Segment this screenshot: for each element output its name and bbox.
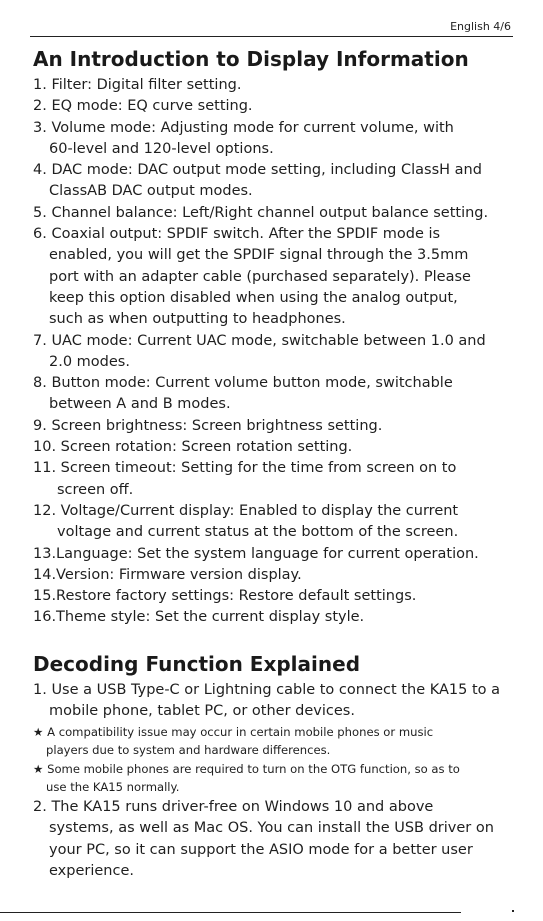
list-item-eq-mode: 2. EQ mode: EQ curve setting. <box>33 98 253 115</box>
display-info-heading: An Introduction to Display Information <box>33 47 469 71</box>
list-item-theme-style: 16.Theme style: Set the current display style. <box>33 609 365 626</box>
decoding-item-usb-connection: 1. Use a USB Type-C or Lightning cable to connect the KA15 to a mobile phone, tablet PC, or other devices. <box>33 682 501 720</box>
list-item-volume-mode: 3. Volume mode: Adjusting mode for current volume, with 60-level and 120-level options. <box>33 119 454 157</box>
compatibility-note: ★ A compatibility issue may occur in certain mobile phones or music players due to system and hardware differences. <box>33 724 434 758</box>
list-item-uac-mode: 7. UAC mode: Current UAC mode, switchable between 1.0 and 2.0 modes. <box>33 332 486 370</box>
list-item-language: 13.Language: Set the system language for current operation. <box>33 545 479 562</box>
list-item-screen-brightness: 9. Screen brightness: Screen brightness setting. <box>33 417 383 434</box>
list-item-dac-mode: 4. DAC mode: DAC output mode setting, including ClassH and ClassAB DAC output modes. <box>33 162 482 200</box>
bottom-divider <box>0 912 461 913</box>
page-header-label: English 4/6 <box>450 20 511 33</box>
list-item-restore-factory: 15.Restore factory settings: Restore default settings. <box>33 588 417 605</box>
decoding-section <box>33 651 529 882</box>
list-item-coaxial-output: 6. Coaxial output: SPDIF switch. After the SPDIF mode is enabled, you will get the SPDIF signal through the 3.5mm port with an adapter cable (purchased separately). Please keep this option disabled when using the analog output, such as when outputting to headphones. <box>33 226 471 328</box>
list-item-version: 14.Version: Firmware version display. <box>33 566 302 583</box>
list-item-filter: 1. Filter: Digital filter setting. <box>33 77 242 93</box>
list-item-screen-rotation: 10. Screen rotation: Screen rotation setting. <box>33 439 353 456</box>
list-item-button-mode: 8. Button mode: Current volume button mode, switchable between A and B modes. <box>33 375 453 413</box>
list-item-screen-timeout: 11. Screen timeout: Setting for the time from screen on to screen off. <box>33 460 457 498</box>
display-info-section <box>33 46 529 629</box>
list-item-channel-balance: 5. Channel balance: Left/Right channel output balance setting. <box>33 204 489 221</box>
top-divider <box>30 36 513 37</box>
bottom-mark <box>512 910 514 912</box>
decoding-item-driver-free: 2. The KA15 runs driver-free on Windows 10 and above systems, as well as Mac OS. You can install the USB driver on your PC, so it can support the ASIO mode for a better user experience. <box>33 798 494 879</box>
decoding-heading: Decoding Function Explained <box>33 652 361 676</box>
list-item-voltage-current-display: 12. Voltage/Current display: Enabled to display the current voltage and current status at the bottom of the screen. <box>33 502 459 541</box>
otg-note: ★ Some mobile phones are required to turn on the OTG function, so as to use the KA15 normally. <box>33 761 460 795</box>
